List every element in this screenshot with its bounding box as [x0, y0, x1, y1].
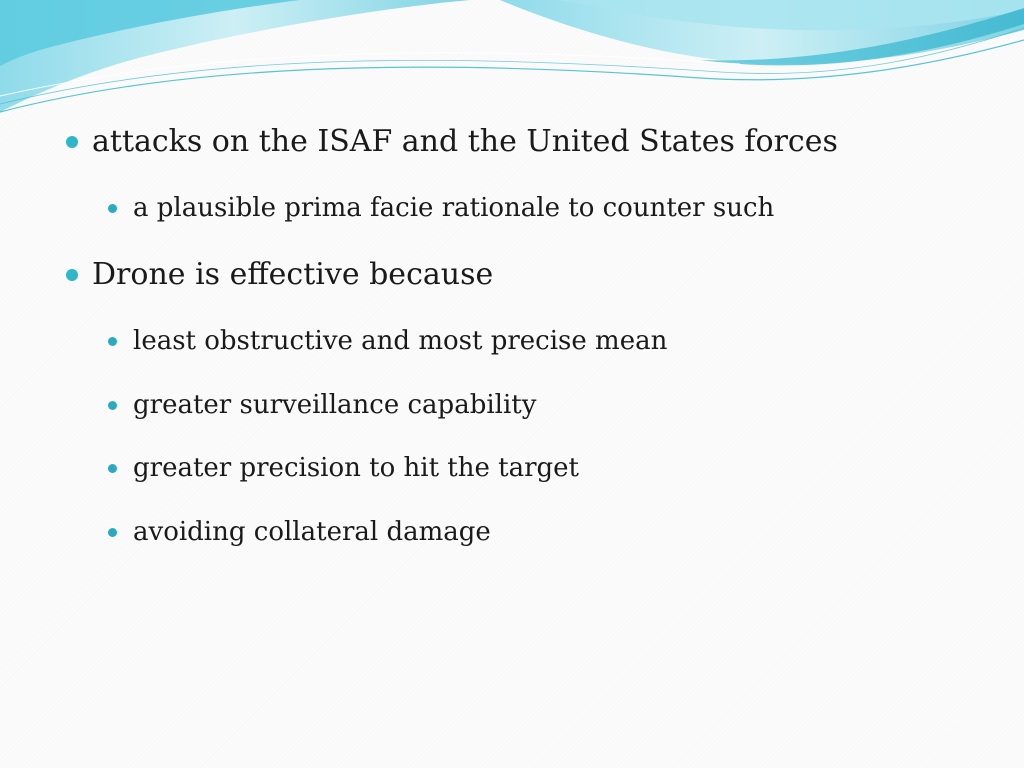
- bullet-text: attacks on the ISAF and the United States forces: [92, 124, 838, 159]
- bullet-text: a plausible prima facie rationale to counter such: [133, 193, 775, 223]
- bullet-dot: [108, 528, 117, 537]
- bullet-text: greater surveillance capability: [133, 390, 537, 420]
- bullet-dot: [66, 269, 78, 281]
- bullet-dot: [108, 401, 117, 410]
- bullet-dot: [108, 464, 117, 473]
- bullet-dot: [108, 337, 117, 346]
- bullet-text: avoiding collateral damage: [133, 517, 491, 547]
- bullet-text: least obstructive and most precise mean: [133, 326, 668, 356]
- bullet-dot: [66, 136, 78, 148]
- bullet-dot: [108, 204, 117, 213]
- bullet-text: Drone is effective because: [92, 257, 494, 292]
- bullet-text: greater precision to hit the target: [133, 453, 579, 483]
